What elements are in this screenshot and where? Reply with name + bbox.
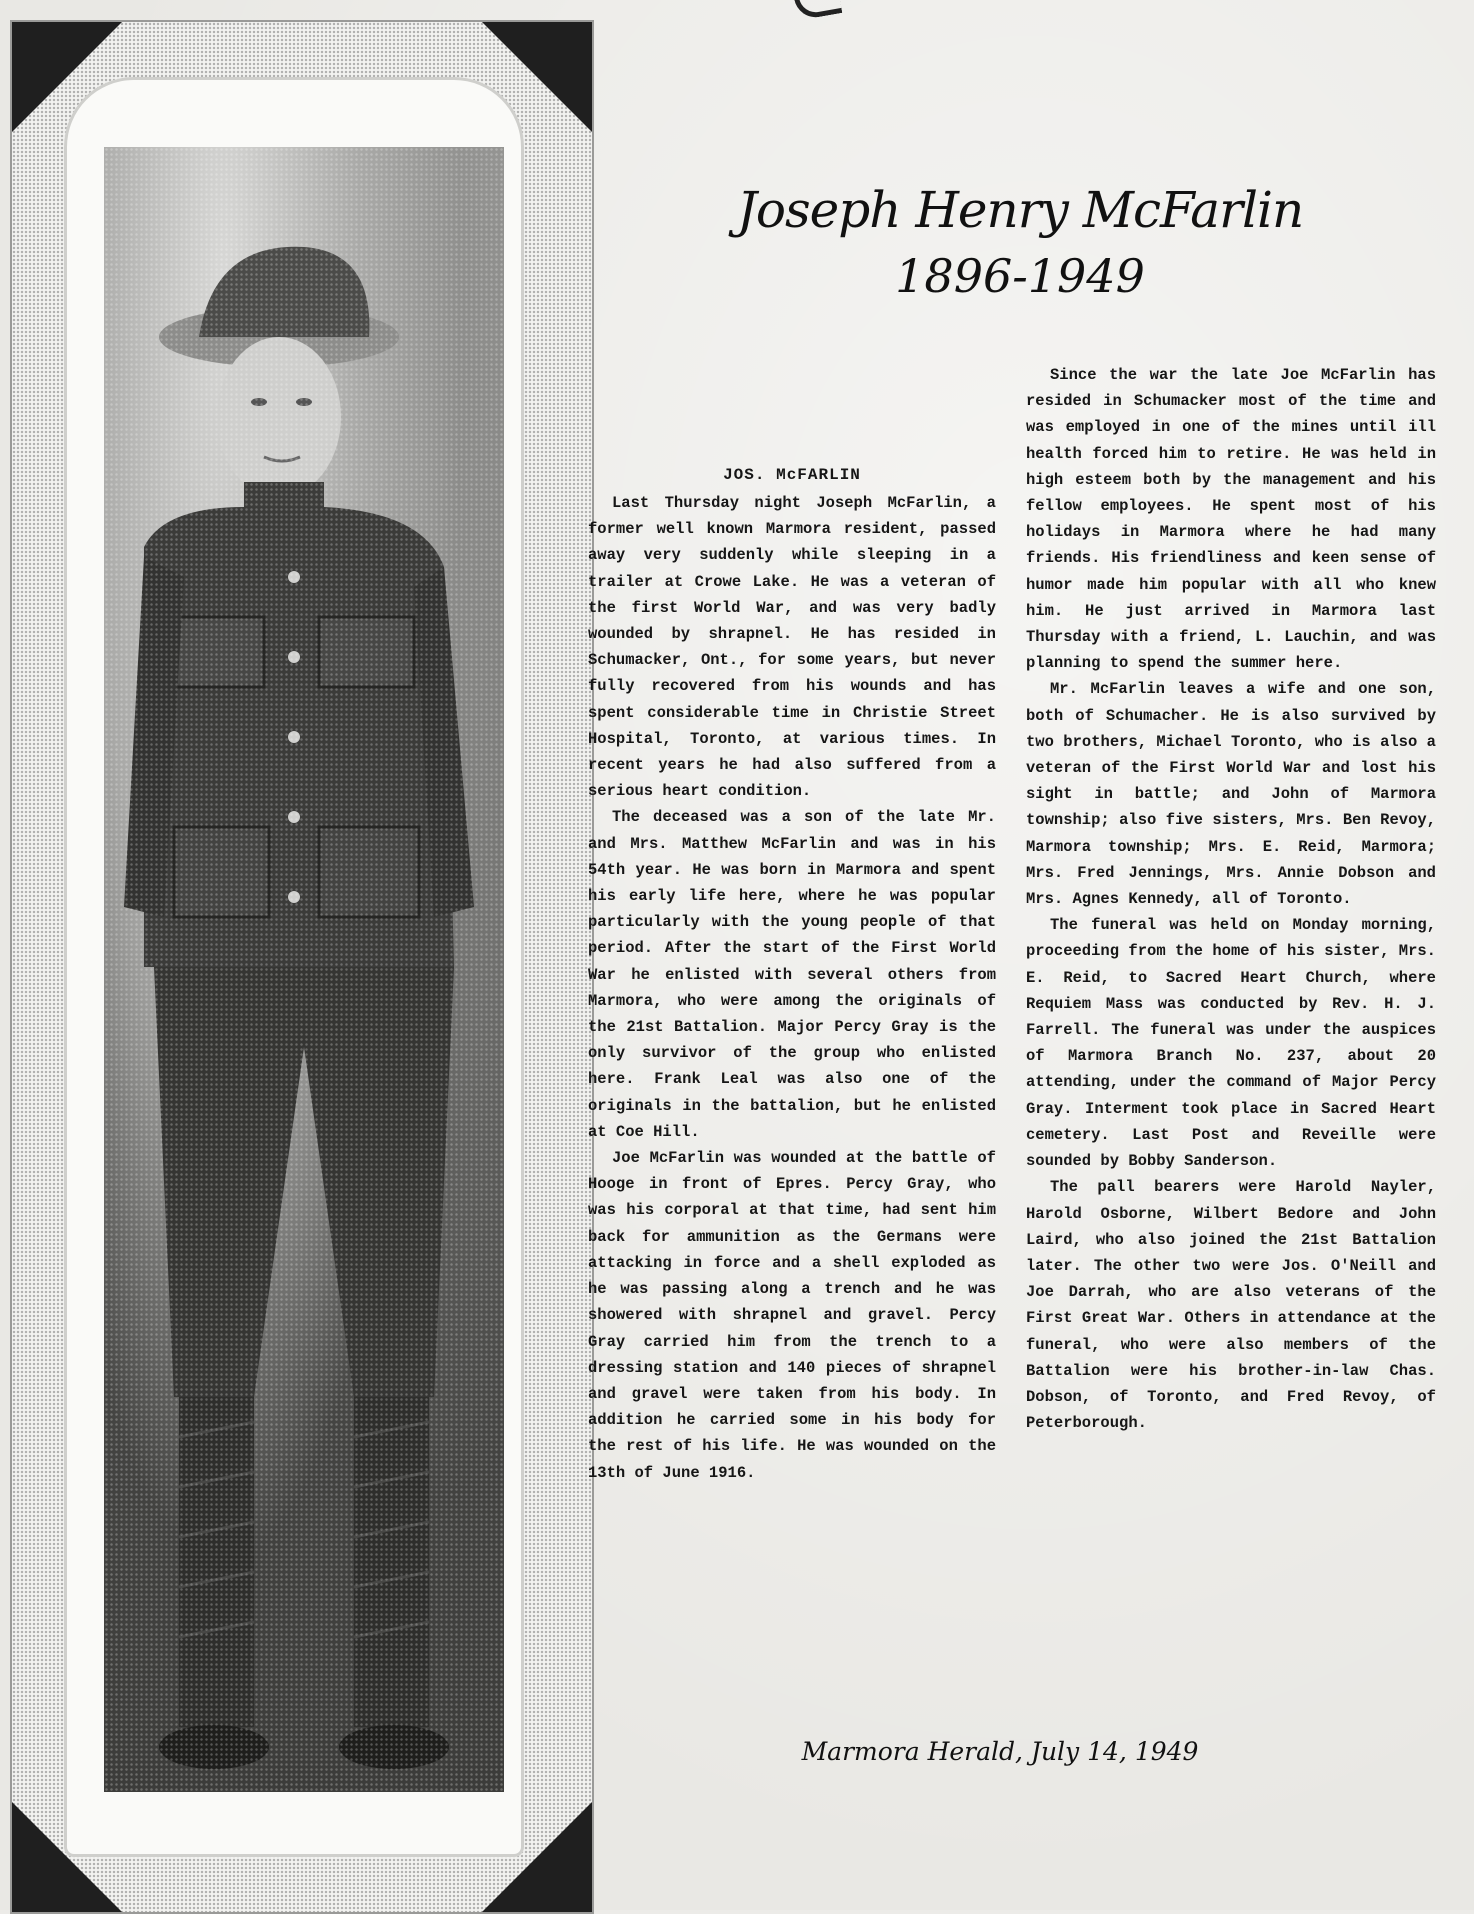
article-headline: JOS. McFARLIN — [723, 466, 861, 484]
article-paragraph: The funeral was held on Monday morning, proceeding from the home of his sister, Mrs. E. Reid, to Sacred Heart Church, where Requiem Mass was conducted by Rev. H. J. Farrell. The funeral was under the auspices of Marmora Branch No. 237, about 20 attending, under the command of Major Percy Gray. Interment took place in Sacred Heart cemetery. Last Post and Reveille were sounded by Bobby Sanderson. — [1026, 916, 1436, 1171]
source-citation: Marmora Herald, July 14, 1949 — [801, 1737, 1199, 1766]
photo-corner-top-left — [12, 22, 122, 132]
photo-panel — [10, 20, 594, 1914]
article-column-right — [1026, 362, 1436, 1436]
photo-corner-bottom-right — [482, 1802, 592, 1912]
photo-corner-top-right — [482, 22, 592, 132]
article-paragraph: Since the war the late Joe McFarlin has resided in Schumacker most of the time and was employed in one of the mines until ill health forced him to retire. He was held in high esteem both by the management and his fellow employees. He spent most of his holidays in Marmora where he had many friends. His friendliness and keen sense of humor made him popular with all who knew him. He just arrived in Marmora last Thursday with a friend, L. Lauchin, and was planning to spend the summer here. — [1026, 366, 1436, 673]
soldier-portrait — [104, 147, 504, 1792]
title-years: 1896-1949 — [895, 249, 1145, 303]
article-column-left — [588, 462, 996, 1486]
article-paragraph: The pall bearers were Harold Nayler, Harold Osborne, Wilbert Bedore and John Laird, who also joined the 21st Battalion later. The other two were Jos. O'Neill and Joe Darrah, who are also veterans of the First Great War. Others in attendance at the funeral, who were also members of the Battalion were his brother-in-law Chas. Dobson, of Toronto, and Fred Revoy, of Peterborough. — [1026, 1178, 1436, 1433]
article-paragraph: Mr. McFarlin leaves a wife and one son, both of Schumacher. He is also survived by two brothers, Michael Toronto, who is also a veteran of the First World War and lost his sight in battle; and John of Marmora township; also five sisters, Mrs. Ben Revoy, Marmora township; Mrs. E. Reid, Marmora; Mrs. Fred Jennings, Mrs. Annie Dobson and Mrs. Agnes Kennedy, all of Toronto. — [1026, 680, 1436, 909]
halftone-overlay — [104, 147, 504, 1792]
article-paragraph: Last Thursday night Joseph McFarlin, a former well known Marmora resident, passed away very suddenly while sleeping in a trailer at Crowe Lake. He was a veteran of the first World War, and was very badly wounded by shrapnel. He has resided in Schumacker, Ont., for some years, but never fully recovered from his wounds and has spent considerable time in Christie Street Hospital, Toronto, at various times. In recent years he had also suffered from a serious heart condition. — [588, 494, 996, 801]
title-block — [700, 180, 1340, 308]
cropped-heading-fragment — [793, 0, 843, 21]
photo-corner-bottom-left — [12, 1802, 122, 1912]
article-paragraph: Joe McFarlin was wounded at the battle of Hooge in front of Epres. Percy Gray, who was his corporal at that time, had sent him back for ammunition as the Germans were attacking in force and a shell exploded as he was passing along a trench and he was showered with shrapnel and gravel. Percy Gray carried him from the trench to a dressing station and 140 pieces of shrapnel and gravel were taken from his body. In addition he carried some in his body for the rest of his life. He was wounded on the 13th of June 1916. — [588, 1149, 996, 1482]
title-name: Joseph Henry McFarlin — [736, 181, 1304, 239]
article-paragraph: The deceased was a son of the late Mr. and Mrs. Matthew McFarlin and was in his 54th year. He was born in Marmora and spent his early life here, where he was popular particularly with the young people of that period. After the start of the First World War he enlisted with several others from Marmora, who were among the originals of the 21st Battalion. Major Percy Gray is the only survivor of the group who enlisted here. Frank Leal was also one of the originals in the battalion, but he enlisted at Coe Hill. — [588, 808, 996, 1141]
